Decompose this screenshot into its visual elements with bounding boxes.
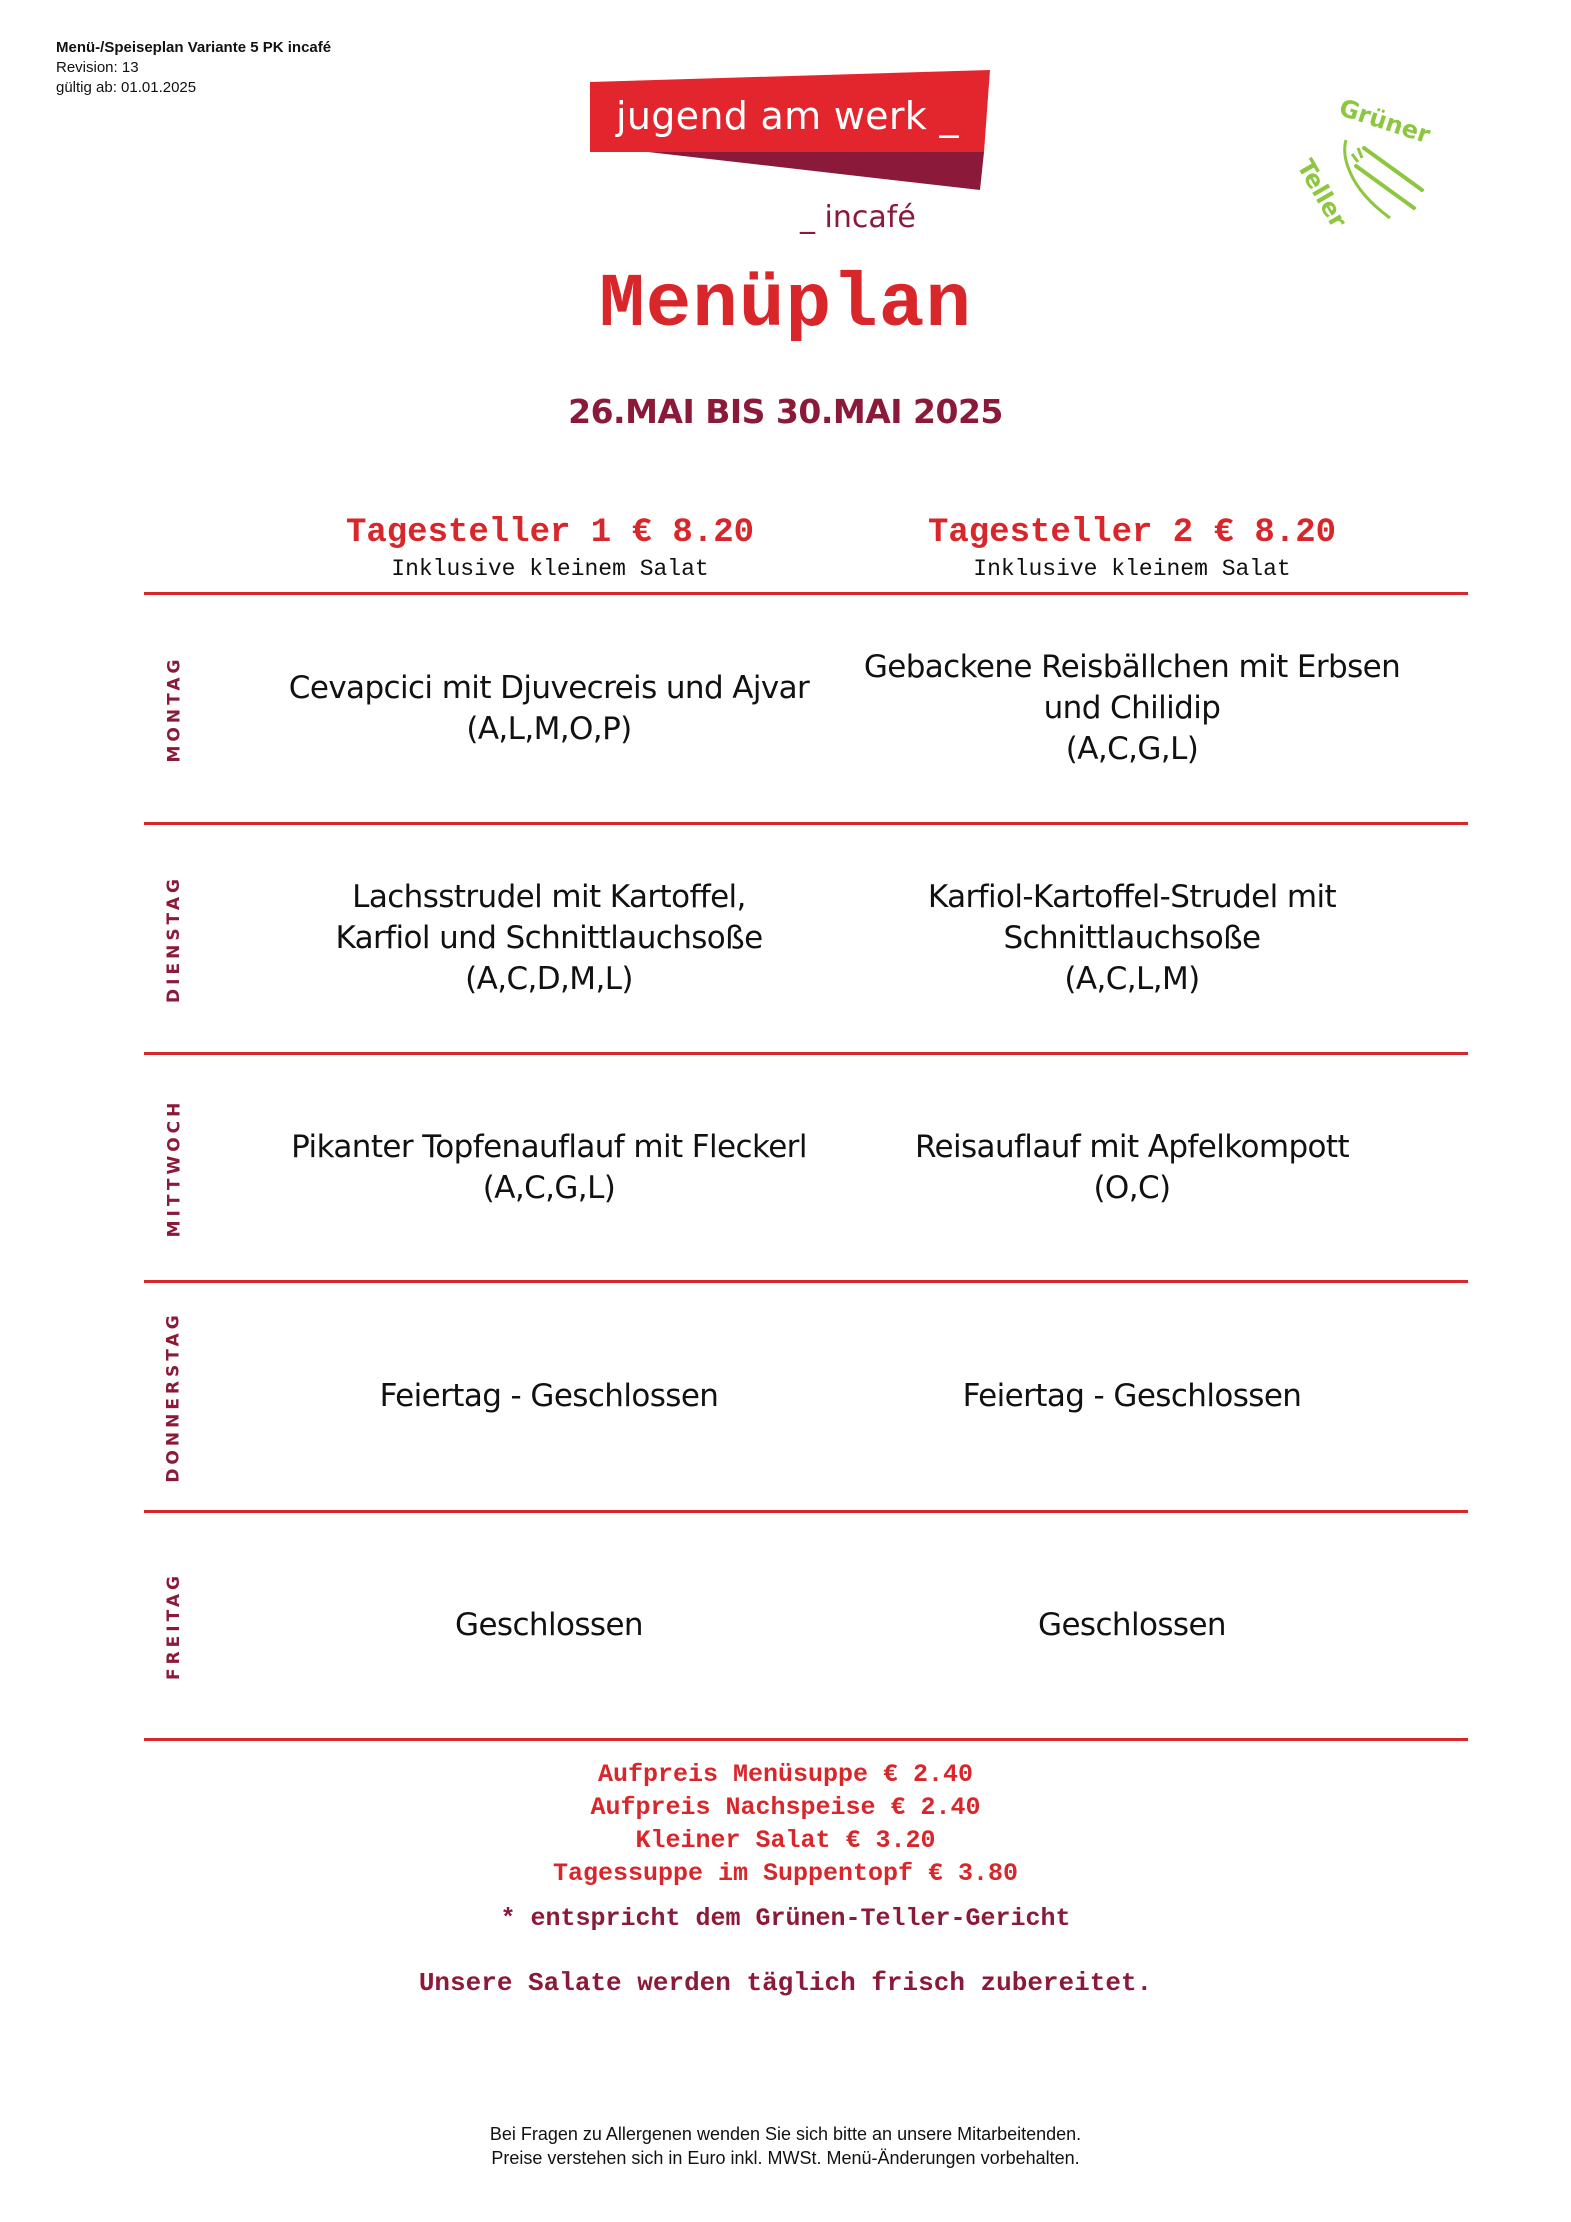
- dish-cell-1: [259, 595, 839, 822]
- date-range: 26.MAI BIS 30.MAI 2025: [568, 392, 1003, 431]
- green-plate-note: * entspricht dem Grünen-Teller-Gericht: [500, 1904, 1071, 1933]
- day-name: FREITAG: [164, 1571, 184, 1680]
- document-title: Menü-/Speiseplan Variante 5 PK incafé: [56, 39, 332, 56]
- page-title: Menüplan: [599, 262, 972, 348]
- menu-row: [144, 595, 1468, 822]
- dish-line: Gebackene Reisbällchen mit Erbsen: [863, 649, 1401, 685]
- dish-line: Reisauflauf mit Apfelkompott: [914, 1128, 1350, 1165]
- dish-cell-1: [259, 1283, 839, 1510]
- dish-line: (A,C,D,M,L): [465, 961, 633, 997]
- dish-cell-2: [842, 1055, 1422, 1280]
- document-meta: [56, 38, 331, 98]
- day-label: [144, 1283, 204, 1510]
- extra-item: Aufpreis Menüsuppe € 2.40: [597, 1760, 974, 1789]
- menu-row: [144, 1283, 1468, 1510]
- column-header-1: [270, 514, 830, 582]
- gruener-label: Grüner: [1335, 100, 1434, 150]
- dish-line: Feiertag - Geschlossen: [962, 1378, 1302, 1414]
- dish-line: (O,C): [1093, 1169, 1171, 1206]
- day-name: MITTWOCH: [164, 1098, 185, 1237]
- jugend-am-werk-logo: [588, 70, 998, 260]
- dish-line: Geschlossen: [1038, 1607, 1226, 1643]
- dish-cell-2: [842, 1283, 1422, 1510]
- dish-cell-2: [842, 595, 1422, 822]
- menu-row: [144, 825, 1468, 1052]
- footer: [0, 2122, 1571, 2170]
- extra-item: Aufpreis Nachspeise € 2.40: [590, 1793, 981, 1822]
- dish-line: (A,C,L,M): [1064, 961, 1200, 997]
- dish-line: Geschlossen: [455, 1607, 643, 1643]
- dish-cell-1: [259, 825, 839, 1052]
- column-subheading: Inklusive kleinem Salat: [391, 556, 709, 582]
- gruener-teller-logo: [1276, 100, 1446, 240]
- divider: [144, 1738, 1468, 1741]
- column-header-2: [852, 514, 1412, 582]
- dish-cell-2: [842, 1513, 1422, 1738]
- dish-line: Lachsstrudel mit Kartoffel,: [352, 879, 746, 915]
- dish-line: (A,L,M,O,P): [466, 710, 632, 747]
- menu-row: [144, 1055, 1468, 1280]
- column-heading: Tagesteller 2 € 8.20: [927, 514, 1337, 552]
- dish-line: Karfiol-Kartoffel-Strudel mit: [927, 879, 1337, 915]
- extra-item: Kleiner Salat € 3.20: [635, 1826, 936, 1855]
- dish-line: (A,C,G,L): [1065, 731, 1199, 767]
- dish-line: und Chilidip: [1043, 690, 1221, 726]
- dish-line: Karfiol und Schnittlauchsoße: [335, 920, 763, 956]
- fresh-salad-note: Unsere Salate werden täglich frisch zubereitet.: [418, 1968, 1153, 1998]
- revision: Revision: 13: [56, 59, 139, 76]
- dish-line: Feiertag - Geschlossen: [379, 1378, 719, 1414]
- extra-item: Tagessuppe im Suppentopf € 3.80: [552, 1859, 1019, 1888]
- brand-name: jugend am werk _: [616, 94, 959, 138]
- valid-from: gültig ab: 01.01.2025: [56, 79, 197, 96]
- dish-cell-1: [259, 1513, 839, 1738]
- column-subheading: Inklusive kleinem Salat: [973, 556, 1291, 582]
- day-label: [144, 1055, 204, 1280]
- dish-cell-2: [842, 825, 1422, 1052]
- day-name: DONNERSTAG: [164, 1310, 185, 1483]
- day-label: [144, 595, 204, 822]
- dish-line: Schnittlauchsoße: [1003, 920, 1261, 956]
- brand-sub: _ incafé: [800, 200, 916, 235]
- dish-line: Pikanter Topfenauflauf mit Fleckerl: [291, 1128, 807, 1165]
- day-name: DIENSTAG: [164, 874, 185, 1003]
- day-label: [144, 825, 204, 1052]
- dish-line: Cevapcici mit Djuvecreis und Ajvar: [288, 669, 810, 706]
- extras-list: [0, 1758, 1571, 1890]
- footer-line: Bei Fragen zu Allergenen wenden Sie sich bitte an unsere Mitarbeitenden.: [489, 2124, 1082, 2144]
- day-label: [144, 1513, 204, 1738]
- column-heading: Tagesteller 1 € 8.20: [345, 514, 755, 552]
- dish-line: (A,C,G,L): [482, 1169, 616, 1206]
- dish-cell-1: [259, 1055, 839, 1280]
- menu-row: [144, 1513, 1468, 1738]
- teller-label: Teller: [1291, 154, 1353, 233]
- day-name: MONTAG: [164, 655, 185, 762]
- footer-line: Preise verstehen sich in Euro inkl. MWSt. Menü-Änderungen vorbehalten.: [491, 2148, 1080, 2168]
